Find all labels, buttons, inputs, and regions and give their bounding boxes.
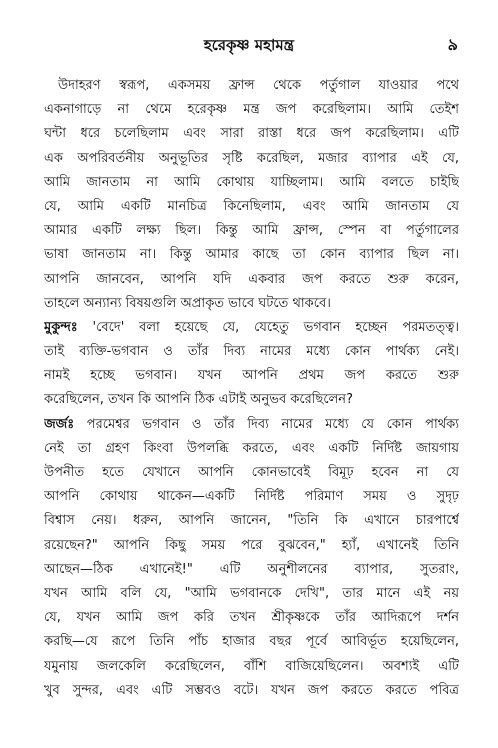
line-text: একনাগাড়ে না থেমে হরেকৃষ্ণ মন্ত্র জপ করেছিলাম। আমি তেইশ [44,102,459,118]
running-title: হরেকৃষ্ণ মহামন্ত্র [203,36,295,54]
text-line [44,316,459,340]
body-text [44,74,459,703]
text-line [44,364,459,388]
line-text: যে, আমি একটি মানচিত্র কিনেছিলাম, এবং আমি জানতাম যে [44,198,459,214]
text-line [44,437,459,461]
text-line [44,219,459,243]
text-line [44,582,459,606]
text-line [44,413,459,437]
text-line [44,485,459,509]
line-text: বিশ্বাস নেয়। ধরুন, আপনি জানেন, "তিনি কি এখানে চারপার্শ্বে [44,513,459,529]
text-line [44,340,459,364]
line-text: রয়েছেন?" আপনি কিছু সময় পরে বুঝবেন," হ্যাঁ, এখানেই তিনি [44,537,459,553]
text-line [44,558,459,582]
text-line [44,98,459,122]
text-line [44,630,459,654]
text-line [44,243,459,267]
line-text: আমি জানতাম না আমি কোথায় যাচ্ছিলাম। আমি বলতে চাইছি [44,174,459,190]
text-line [44,268,459,292]
line-text: আপনি কোথায় থাকেন—একটি নির্দিষ্ট পরিমাণ সময় ও সুদৃঢ় [44,489,459,505]
line-text: এক অপরিবর্তনীয় অনুভূতির সৃষ্টি করেছিল, মজার ব্যাপার এই যে, [44,150,459,166]
line-text: যখন আমি বলি যে, "আমি ভগবানকে দেখি", তার মানে এই নয় [44,585,459,601]
speaker-label: জর্জঃ [44,416,75,432]
line-text: নামই হচ্ছে ভগবান। যখন আপনি প্রথম জপ করতে শুরু [44,368,459,384]
text-line [44,388,459,412]
line-text: নেই তা গ্রহণ কিংবা উপলব্ধি করতে, এবং একটি নির্দিষ্ট জায়গায় [44,440,459,456]
text-line [44,606,459,630]
speaker-label: মুকুন্দঃ [44,319,78,335]
line-text: উদাহরণ স্বরূপ, একসময় ফ্রান্স থেকে পর্তুগাল যাওয়ার পথে [58,78,459,93]
text-line [44,122,459,146]
text-line [44,461,459,485]
line-text: তাই ব্যক্তি-ভগবান ও তাঁর দিব্য নামের মধ্যে কোন পার্থক্য নেই। [44,344,459,360]
text-line [44,655,459,679]
line-text: আপনি জানবেন, আপনি যদি একবার জপ করতে শুরু করেন, [44,271,459,287]
page-header [0,34,498,60]
text-line [44,534,459,558]
line-text: যমুনায় জলকেলি করেছিলেন, বাঁশি বাজিয়েছিলেন। অবশ্যই এটি [44,658,459,674]
text-line [44,171,459,195]
text-line [44,292,459,316]
line-text: তাহলে অন্যান্য বিষয়গুলি অপ্রাকৃত ভাবে ঘটতে থাকবে। [44,295,331,311]
text-line [44,147,459,171]
line-text: যে, যখন আমি জপ করি তখন শ্রীকৃষ্ণকে তাঁর আদিরূপে দর্শন [44,610,459,626]
text-line [44,195,459,219]
line-text: আছেন—ঠিক এখানেই!" এটি অনুশীলনের ব্যাপার, সুতরাং, [44,561,459,577]
page-number: ৯ [447,35,458,54]
line-text: ঘন্টা ধরে চলেছিলাম এবং সারা রাস্তা ধরে জপ করেছিলাম। এটি [44,126,459,142]
line-text: পরমেশ্বর ভগবান ও তাঁর দিব্য নামের মধ্যে যে কোন পার্থক্য [74,416,459,432]
line-text: খুব সুন্দর, এবং এটি সম্ভবও বটে। যখন জপ করতে করতে পবিত্র [44,682,459,698]
text-line [44,509,459,533]
line-text: আমার একটি লক্ষ্য ছিল। কিন্তু আমি ফ্রান্স, স্পেন বা পর্তুগালের [44,223,459,239]
line-text: উপনীত হতে যেখানে আপনি কোনভাবেই বিমূঢ় হবেন না যে [44,465,459,480]
line-text: করেছিলেন, তখন কি আপনি ঠিক এটাই অনুভব করেছিলেন? [44,392,353,408]
line-text: ভাষা জানতাম না। কিন্তু আমার কাছে তা কোন ব্যাপার ছিল না। [44,247,459,263]
text-line [44,679,459,703]
line-text: করছি—যে রূপে তিনি পাঁচ হাজার বছর পূর্বে আবির্ভূত হয়েছিলেন, [44,634,459,650]
line-text: 'বেদে' বলা হয়েছে যে, যেহেতু ভগবান হচ্ছেন পরমতত্ত্ব। [77,319,459,335]
text-line [44,74,459,98]
